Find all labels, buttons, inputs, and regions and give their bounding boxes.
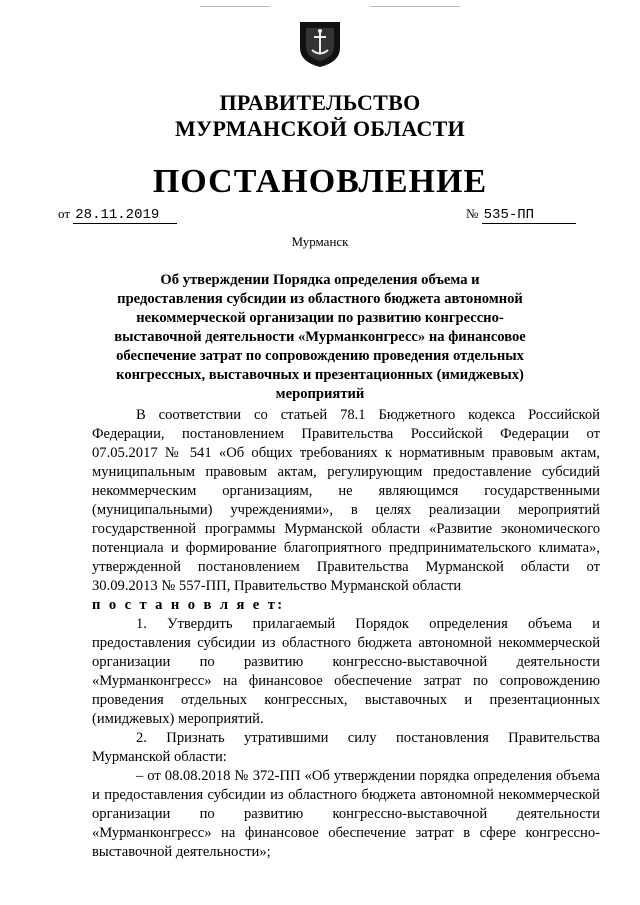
date-prefix: от xyxy=(58,206,71,221)
preamble-paragraph: В соответствии со статьей 78.1 Бюджетного кодекса Российской Федерации, постановлением Правительства Российской Федерации от 07.05.2017 № 541 «Об общих требованиях к нормативным правовым актам, муниципальным правовым актам, регулирующим предоставление субсидий некоммерческим организациям, не являющимся государственными (муниципальными) учреждениями», в целях реализации мероприятий государственной программы Мурманской области «Развитие экономического потенциала и формирование благоприятного предпринимательского климата», утвержденной постановлением Правительства Мурманской области от 30.09.2013 № 557-ПП, Правительство Мурманской области xyxy=(92,407,600,594)
date-value: 28.11.2019 xyxy=(73,207,177,224)
scan-artifact-line xyxy=(200,6,270,7)
resolves-heading: п о с т а н о в л я е т: xyxy=(92,597,285,613)
document-type-heading: ПОСТАНОВЛЕНИЕ xyxy=(152,163,488,200)
document-body xyxy=(92,406,600,862)
number-prefix: № xyxy=(466,206,479,221)
org-name-line2: МУРМАНСКОЙ ОБЛАСТИ xyxy=(174,116,466,141)
scan-artifact-line xyxy=(370,6,460,7)
city-label: Мурманск xyxy=(291,234,349,249)
item-1-paragraph: 1. Утвердить прилагаемый Порядок определения объема и предоставления субсидии из областного бюджета автономной некоммерческой организации по развитию конгрессно-выставочной деятельности «Мурманконгресс» на финансовое обеспечение затрат по сопровождению проведения отдельных конгрессных, выставочных и презентационных (имиджевых) мероприятий. xyxy=(92,616,600,727)
document-title: Об утверждении Порядка определения объема и предоставления субсидии из областного бюджета автономной некоммерческой организации по развитию конгрессно-выставочной деятельности «Мурманконгресс» на финансовое обеспечение затрат по сопровождению проведения отдельных конгрессных, выставочных и презентационных (имиджевых) мероприятий xyxy=(114,272,526,402)
coat-of-arms-icon xyxy=(298,20,342,68)
date-field xyxy=(58,206,177,224)
item-2-paragraph: 2. Признать утратившими силу постановления Правительства Мурманской области: xyxy=(92,730,600,765)
item-2-sub-1-paragraph: – от 08.08.2018 № 372-ПП «Об утверждении порядка определения объема и предоставления субсидии из областного бюджета автономной некоммерческой организации по развитию конгрессно-выставочной деятельности «Мурманконгресс» на финансовое обеспечение затрат в сфере конгрессно-выставочной деятельности»; xyxy=(92,768,600,860)
org-name-line1: ПРАВИТЕЛЬСТВО xyxy=(219,90,421,115)
number-field xyxy=(466,206,576,224)
number-value: 535-ПП xyxy=(482,207,576,224)
